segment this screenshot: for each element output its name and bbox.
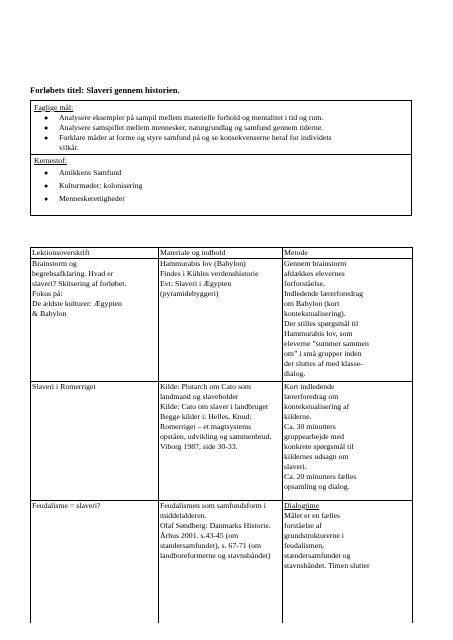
table-cell: Dialogtime Målet er en fælles forståelse af grundstrukturerne i feudalismen, stændersamfundet og stavnsbåndet. Timen slutter bbox=[284, 501, 410, 571]
kernestof-item bbox=[34, 194, 406, 204]
table-header: Materiale og indhold bbox=[160, 248, 226, 257]
table-cell: Kort indledende lærerforedrag om kontekstualisering af kilderne. Ca. 30 minutters gruppearbejde med konkrete spørgsmål til kildernes udsagn om slaveri. Ca. 20 minutters fælles opsamling og dialog. bbox=[284, 382, 357, 491]
table-cell: Feudalismen som samfundsform i middelalderen. Olaf Søndberg: Danmarks Historie. Århus 2001. s.43-45 (om standersamfundet), s. 67-71 (om landboreformerne og stavnsbåndet) bbox=[160, 501, 271, 560]
table-cell: Gennem brainstorm afdækkes elevernes forforståelse. Indledende lærerforedrag om Babylon (kort kontekstualisering). Der stilles spørgsmål til Hammurabis lov, som eleverne ”summer sammen om” i små grupper inden der sluttes af med klasse- dialog. bbox=[284, 259, 369, 378]
bullet-icon: ● bbox=[44, 169, 49, 177]
table-border bbox=[282, 247, 283, 623]
table-cell: Feudalisme = slaveri? bbox=[32, 501, 101, 510]
table-border bbox=[30, 247, 31, 623]
table-header: Lektionsoverskrift bbox=[32, 248, 90, 257]
bullet-icon: ● bbox=[44, 182, 49, 190]
bullet-icon: ● bbox=[44, 124, 49, 132]
goals-box bbox=[30, 100, 412, 216]
table-header: Metode bbox=[284, 248, 308, 257]
kernestof-item bbox=[34, 181, 406, 191]
kernestof-item-text: Menneskerettigheder bbox=[59, 194, 125, 203]
kernestof-item-text: Antikkens Samfund bbox=[59, 168, 122, 177]
kernestof-heading: Kernestof: bbox=[34, 156, 67, 165]
faglige-maal-heading: Faglige mål: bbox=[34, 103, 74, 112]
goal-item-text: Analysere samspillet mellem mennesker, naturgrundlag og samfund gennem tiderne. bbox=[59, 123, 324, 132]
goal-item-text: Analysere eksempler på sampil mellem materielle forhold og mentalitet i tid og rum. bbox=[59, 113, 324, 122]
bullet-icon: ● bbox=[44, 114, 49, 122]
table-cell: Kilde: Plutarch om Cato som landmand og slaveholder Kilde: Cato om slaver i landbruget Begge kilder i: Helles, Knud: Romerriget – et magtsystems opståen, udvikling og sammenbrud. Viborg 1987, side 30-33. bbox=[160, 382, 272, 451]
goal-item-text-cont: vilkår. bbox=[59, 143, 79, 152]
table-cell: Brainstorm og begrebsafklaring. Hvad er slaveri? Skitsering af forløbet. Fokus på: De ældste kulturer: Ægypten & Babylon bbox=[32, 259, 127, 318]
goal-item bbox=[34, 113, 406, 123]
table-cell: Slaveri i Romerriget bbox=[32, 382, 96, 391]
kernestof-item-text: Kulturmøder: kolonisering bbox=[59, 181, 143, 190]
bullet-icon: ● bbox=[44, 195, 49, 203]
table-cell: Hammurabis lov (Babylon) Findes i Kühles verdenshistorie Evt: Slaveri i Ægypten (pyramidebyggeri) bbox=[160, 259, 259, 298]
goal-item bbox=[34, 133, 406, 153]
bullet-icon: ● bbox=[44, 134, 49, 142]
page-title: Forløbets titel: Slaveri gennem historien. bbox=[30, 85, 180, 95]
dialogtime-heading: Dialogtime bbox=[284, 501, 320, 510]
section-divider bbox=[31, 154, 411, 155]
goal-item-text: Forklare måder at forme og styre samfund på og se konsekvenserne heraf for individets bbox=[59, 133, 332, 142]
kernestof-item bbox=[34, 168, 406, 178]
goal-item bbox=[34, 123, 406, 133]
table-border bbox=[412, 247, 413, 623]
lesson-table bbox=[30, 247, 412, 623]
table-border bbox=[158, 247, 159, 623]
